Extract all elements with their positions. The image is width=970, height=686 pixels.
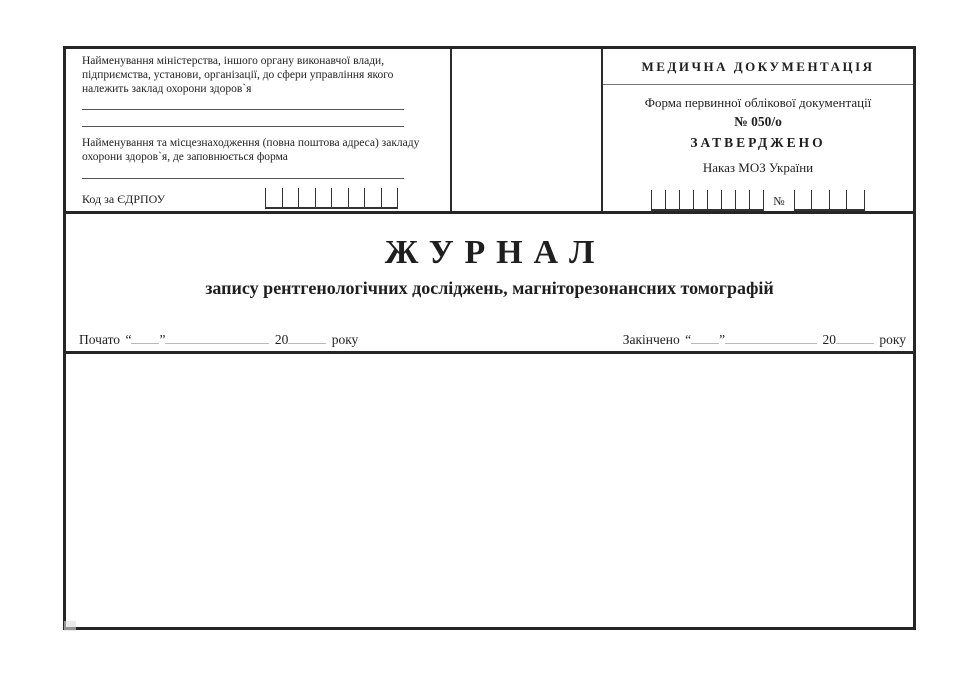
code-cell — [364, 188, 381, 207]
header-right-box — [603, 49, 913, 211]
code-cell — [381, 188, 398, 207]
journal-form-sheet — [63, 46, 916, 630]
code-cell — [348, 188, 365, 207]
code-cell — [846, 190, 864, 209]
facility-label: Найменування та місцезнаходження (повна поштова адреса) закладу охорони здоров`я, де заповнюється форма — [82, 137, 420, 163]
finished-year-word: року — [879, 332, 906, 347]
form-number: № 050/о — [734, 114, 782, 129]
title-section — [66, 214, 913, 354]
started-year-blank — [288, 330, 326, 344]
finished-label: Закінчено — [622, 332, 680, 347]
form-caption: Форма первинної облікової документації — [644, 95, 872, 110]
code-cell — [282, 188, 299, 207]
started-day-blank — [131, 330, 159, 344]
code-cell — [651, 190, 665, 209]
code-cell — [298, 188, 315, 207]
finished-month-blank — [725, 330, 817, 344]
code-cell — [829, 190, 847, 209]
code-cell — [735, 190, 749, 209]
started-year-word: року — [331, 332, 359, 347]
code-cell — [721, 190, 735, 209]
code-cell — [665, 190, 679, 209]
code-cell — [693, 190, 707, 209]
started-month-blank — [165, 330, 269, 344]
finished-year-blank — [836, 330, 874, 344]
blank-write-line — [82, 126, 404, 127]
code-cell — [331, 188, 348, 207]
order-label: Наказ МОЗ України — [702, 160, 814, 175]
blank-write-line — [82, 109, 404, 110]
quote-close: ” — [719, 332, 726, 347]
started-row — [79, 330, 358, 348]
code-cell — [315, 188, 332, 207]
code-cell — [749, 190, 763, 209]
edrpou-row — [82, 188, 436, 209]
quote-close: ” — [159, 332, 166, 347]
edrpou-code-grid — [265, 188, 398, 209]
code-cell — [707, 190, 721, 209]
code-cell — [794, 190, 812, 209]
code-cell — [679, 190, 693, 209]
journal-subtitle: запису рентгенологічних досліджень, магніторезонансних томографій — [205, 278, 774, 298]
order-date-grid — [651, 190, 764, 211]
approved-label: ЗАТВЕРДЖЕНО — [690, 135, 826, 150]
journal-blank-area — [66, 354, 913, 630]
order-number-grid — [794, 190, 865, 211]
blank-write-line — [82, 178, 404, 179]
quote-open: “ — [125, 332, 132, 347]
doc-type-title: МЕДИЧНА ДОКУМЕНТАЦІЯ — [603, 49, 913, 85]
edrpou-label: Код за ЄДРПОУ — [82, 192, 166, 206]
form-approval-block — [603, 95, 913, 211]
ministry-label: Найменування міністерства, іншого органу виконавчої влади, підприємства, установи, організації, до сфери управління якого належить заклад охорони здоров`я — [82, 55, 394, 95]
number-sign: № — [773, 194, 785, 208]
finished-day-blank — [691, 330, 719, 344]
quote-open: “ — [685, 332, 692, 347]
order-grids-row — [603, 190, 913, 211]
scan-artifact — [64, 621, 76, 631]
header-left-box — [66, 49, 452, 211]
code-cell — [265, 188, 282, 207]
finished-row — [623, 330, 906, 348]
dates-row — [79, 330, 906, 348]
journal-title: ЖУРНАЛ — [384, 234, 606, 271]
finished-century: 20 — [822, 332, 836, 347]
code-cell — [811, 190, 829, 209]
form-header — [66, 49, 913, 214]
started-century: 20 — [274, 332, 289, 347]
header-middle-box — [452, 49, 603, 211]
started-label: Почато — [79, 332, 121, 347]
